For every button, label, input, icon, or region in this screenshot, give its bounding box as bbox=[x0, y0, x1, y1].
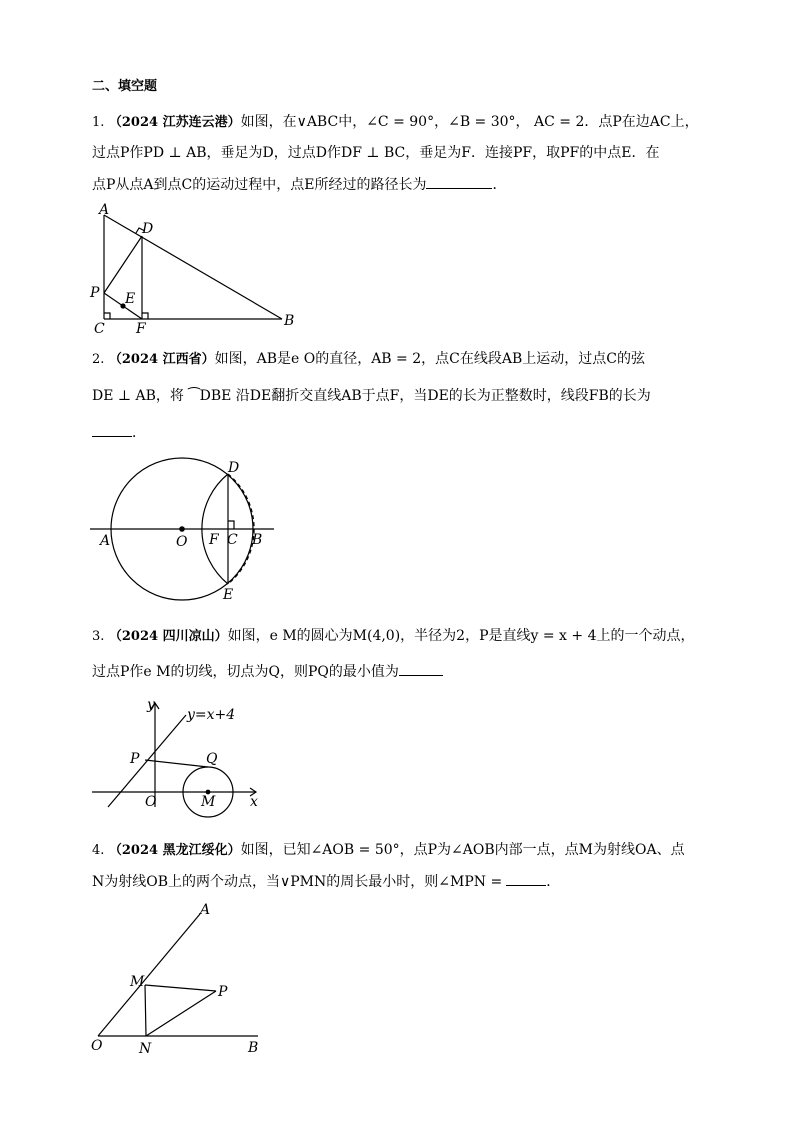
problem-1-line-3 bbox=[92, 174, 506, 195]
problem-number: 4. bbox=[92, 843, 105, 858]
label-N: N bbox=[139, 1041, 152, 1057]
label-A: A bbox=[99, 202, 110, 218]
label-D: D bbox=[142, 221, 154, 237]
problem-text: 过点P作e M的切线，切点为Q，则PQ的最小值为 bbox=[92, 664, 399, 680]
label-O: O bbox=[91, 1038, 103, 1054]
label-D: D bbox=[228, 460, 240, 476]
problem-tail: ． bbox=[546, 874, 561, 890]
label-P: P bbox=[130, 751, 140, 767]
problem-tail: ． bbox=[132, 425, 146, 441]
label-M: M bbox=[201, 794, 216, 810]
right-angle-mark-C bbox=[104, 313, 110, 319]
label-y: y bbox=[147, 697, 155, 713]
label-P: P bbox=[90, 285, 100, 301]
right-angle-mark-C bbox=[228, 521, 234, 529]
right-angle-mark-F bbox=[142, 313, 148, 319]
figure-2-circle-fold bbox=[88, 455, 288, 605]
label-Q: Q bbox=[206, 751, 218, 767]
problem-1-line-1 bbox=[92, 112, 699, 133]
problem-number: 2. bbox=[92, 352, 105, 367]
problem-source: （2024 江西省） bbox=[108, 352, 215, 367]
problem-source: （2024 江苏连云港） bbox=[108, 115, 241, 130]
figure-1-right-triangle bbox=[90, 200, 310, 335]
label-M: M bbox=[130, 974, 145, 990]
problem-2-line-3 bbox=[92, 422, 146, 443]
label-B: B bbox=[284, 313, 295, 329]
label-line: y=x+4 bbox=[187, 707, 236, 723]
segment-PD bbox=[104, 236, 142, 293]
label-A: A bbox=[200, 902, 211, 918]
figure-4-angle bbox=[88, 898, 278, 1058]
problem-4-line-1 bbox=[92, 840, 685, 861]
problem-tail: ． bbox=[492, 177, 507, 193]
problem-text: 如图，AB是e O的直径，AB = 2，点C在线段AB上运动，过点C的弦 bbox=[214, 351, 645, 367]
answer-blank[interactable] bbox=[506, 871, 546, 886]
label-O: O bbox=[176, 534, 188, 550]
problem-3-line-1 bbox=[92, 626, 694, 647]
label-B: B bbox=[248, 1040, 259, 1056]
problem-text: 如图，e M的圆心为M(4,0)，半径为2，P是直线y = x + 4上的一个动点， bbox=[227, 628, 695, 644]
problem-1-line-2: 过点P作PD ⊥ AB，垂足为D，过点D作DF ⊥ BC，垂足为F．连接PF，取PF的中点E．在 bbox=[92, 145, 660, 161]
label-O: O bbox=[145, 794, 157, 810]
problem-source: （2024 黑龙江绥化） bbox=[108, 843, 241, 858]
label-P: P bbox=[218, 984, 228, 1000]
label-E: E bbox=[223, 587, 234, 603]
segment-MP bbox=[145, 985, 216, 991]
segment-PN bbox=[146, 991, 216, 1036]
section-title: 二、填空题 bbox=[92, 79, 158, 94]
figure-3-coordinate-circle bbox=[88, 695, 278, 815]
label-B: B bbox=[252, 532, 263, 548]
problem-3-line-2 bbox=[92, 661, 443, 682]
problem-text: 点P从点A到点C的运动过程中，点E所经过的路径长为 bbox=[92, 177, 427, 193]
label-F: F bbox=[136, 321, 146, 337]
segment-MN bbox=[145, 985, 146, 1036]
problem-text: N为射线OB上的两个动点，当∨PMN的周长最小时，则∠MPN = bbox=[92, 874, 503, 890]
problem-text: 如图，已知∠AOB = 50°，点P为∠AOB内部一点，点M为射线OA、点 bbox=[240, 842, 685, 858]
answer-blank[interactable] bbox=[426, 174, 492, 189]
label-C: C bbox=[227, 532, 238, 548]
problem-number: 3. bbox=[92, 629, 105, 644]
label-C: C bbox=[94, 321, 105, 337]
label-x: x bbox=[250, 794, 258, 810]
label-E: E bbox=[125, 291, 136, 307]
problem-2-line-2: DE ⊥ AB，将 ⁀DBE 沿DE翻折交直线AB于点F，当DE的长为正整数时，线段FB的长为 bbox=[92, 388, 651, 404]
point-O bbox=[180, 527, 184, 531]
answer-blank[interactable] bbox=[399, 661, 443, 676]
problem-number: 1. bbox=[92, 115, 105, 130]
label-F: F bbox=[209, 532, 219, 548]
problem-text: 如图，在∨ABC中，∠C = 90°，∠B = 30°， AC = 2．点P在边AC上， bbox=[240, 114, 699, 130]
problem-2-line-1 bbox=[92, 349, 645, 370]
ray-OA bbox=[98, 914, 200, 1036]
problem-source: （2024 四川凉山） bbox=[108, 629, 228, 644]
problem-4-line-2 bbox=[92, 871, 560, 892]
answer-blank[interactable] bbox=[92, 422, 132, 437]
label-A: A bbox=[100, 533, 111, 549]
